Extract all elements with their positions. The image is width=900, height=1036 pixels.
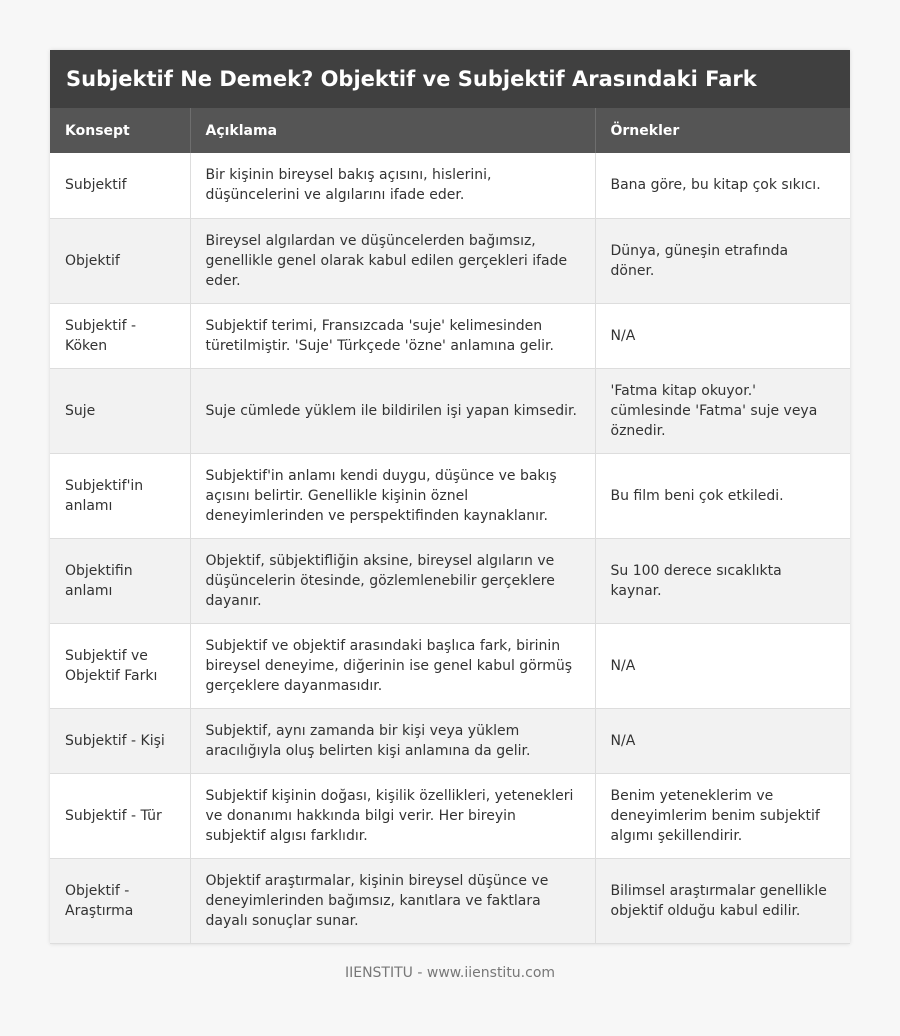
table-row xyxy=(50,368,850,453)
table-row xyxy=(50,218,850,303)
table-row xyxy=(50,453,850,538)
cell-ornekler: N/A xyxy=(595,303,850,368)
cell-ornekler: Benim yeteneklerim ve deneyimlerim benim subjektif algımı şekillendirir. xyxy=(595,773,850,858)
cell-aciklama: Subjektif kişinin doğası, kişilik özellikleri, yetenekleri ve donanımı hakkında bilgi verir. Her bireyin subjektif algısı farklıdır. xyxy=(190,773,595,858)
cell-ornekler: Dünya, güneşin etrafında döner. xyxy=(595,218,850,303)
column-header-ornekler: Örnekler xyxy=(595,108,850,153)
cell-aciklama: Subjektif terimi, Fransızcada 'suje' kelimesinden türetilmiştir. 'Suje' Türkçede 'özne' anlamına gelir. xyxy=(190,303,595,368)
concept-table xyxy=(50,108,850,944)
table-row xyxy=(50,708,850,773)
column-header-konsept: Konsept xyxy=(50,108,190,153)
table-row xyxy=(50,538,850,623)
cell-konsept: Subjektif xyxy=(50,153,190,218)
cell-ornekler: 'Fatma kitap okuyor.' cümlesinde 'Fatma' suje veya öznedir. xyxy=(595,368,850,453)
cell-konsept: Objektifin anlamı xyxy=(50,538,190,623)
table-row xyxy=(50,858,850,943)
cell-ornekler: Bu film beni çok etkiledi. xyxy=(595,453,850,538)
cell-aciklama: Suje cümlede yüklem ile bildirilen işi yapan kimsedir. xyxy=(190,368,595,453)
title-bar xyxy=(50,50,850,108)
cell-ornekler: N/A xyxy=(595,708,850,773)
cell-konsept: Subjektif - Kişi xyxy=(50,708,190,773)
table-header xyxy=(50,108,850,153)
cell-konsept: Subjektif ve Objektif Farkı xyxy=(50,623,190,708)
table-row xyxy=(50,773,850,858)
content-card xyxy=(50,50,850,944)
cell-konsept: Subjektif - Tür xyxy=(50,773,190,858)
cell-ornekler: Bilimsel araştırmalar genellikle objektif olduğu kabul edilir. xyxy=(595,858,850,943)
header-row xyxy=(50,108,850,153)
cell-aciklama: Subjektif ve objektif arasındaki başlıca fark, birinin bireysel deneyime, diğerinin ise genel kabul görmüş gerçeklere dayanmasıdır. xyxy=(190,623,595,708)
cell-aciklama: Bir kişinin bireysel bakış açısını, hislerini, düşüncelerini ve algılarını ifade eder. xyxy=(190,153,595,218)
cell-konsept: Subjektif - Köken xyxy=(50,303,190,368)
table-row xyxy=(50,623,850,708)
cell-konsept: Objektif xyxy=(50,218,190,303)
footer-credit: IIENSTITU - www.iienstitu.com xyxy=(344,965,556,981)
table-row xyxy=(50,153,850,218)
column-header-aciklama: Açıklama xyxy=(190,108,595,153)
cell-konsept: Subjektif'in anlamı xyxy=(50,453,190,538)
cell-aciklama: Subjektif, aynı zamanda bir kişi veya yüklem aracılığıyla oluş belirten kişi anlamına da gelir. xyxy=(190,708,595,773)
cell-konsept: Objektif - Araştırma xyxy=(50,858,190,943)
cell-aciklama: Bireysel algılardan ve düşüncelerden bağımsız, genellikle genel olarak kabul edilen gerçekleri ifade eder. xyxy=(190,218,595,303)
table-row xyxy=(50,303,850,368)
cell-konsept: Suje xyxy=(50,368,190,453)
cell-aciklama: Subjektif'in anlamı kendi duygu, düşünce ve bakış açısını belirtir. Genellikle kişinin öznel deneyimlerinden ve perspektifinden kaynaklanır. xyxy=(190,453,595,538)
cell-ornekler: N/A xyxy=(595,623,850,708)
cell-ornekler: Bana göre, bu kitap çok sıkıcı. xyxy=(595,153,850,218)
cell-ornekler: Su 100 derece sıcaklıkta kaynar. xyxy=(595,538,850,623)
table-body xyxy=(50,153,850,943)
cell-aciklama: Objektif araştırmalar, kişinin bireysel düşünce ve deneyimlerinden bağımsız, kanıtlara ve faktlara dayalı sonuçlar sunar. xyxy=(190,858,595,943)
page-title: Subjektif Ne Demek? Objektif ve Subjektif Arasındaki Fark xyxy=(66,67,757,91)
cell-aciklama: Objektif, sübjektifliğin aksine, bireysel algıların ve düşüncelerin ötesinde, gözlemlenebilir gerçeklere dayanır. xyxy=(190,538,595,623)
